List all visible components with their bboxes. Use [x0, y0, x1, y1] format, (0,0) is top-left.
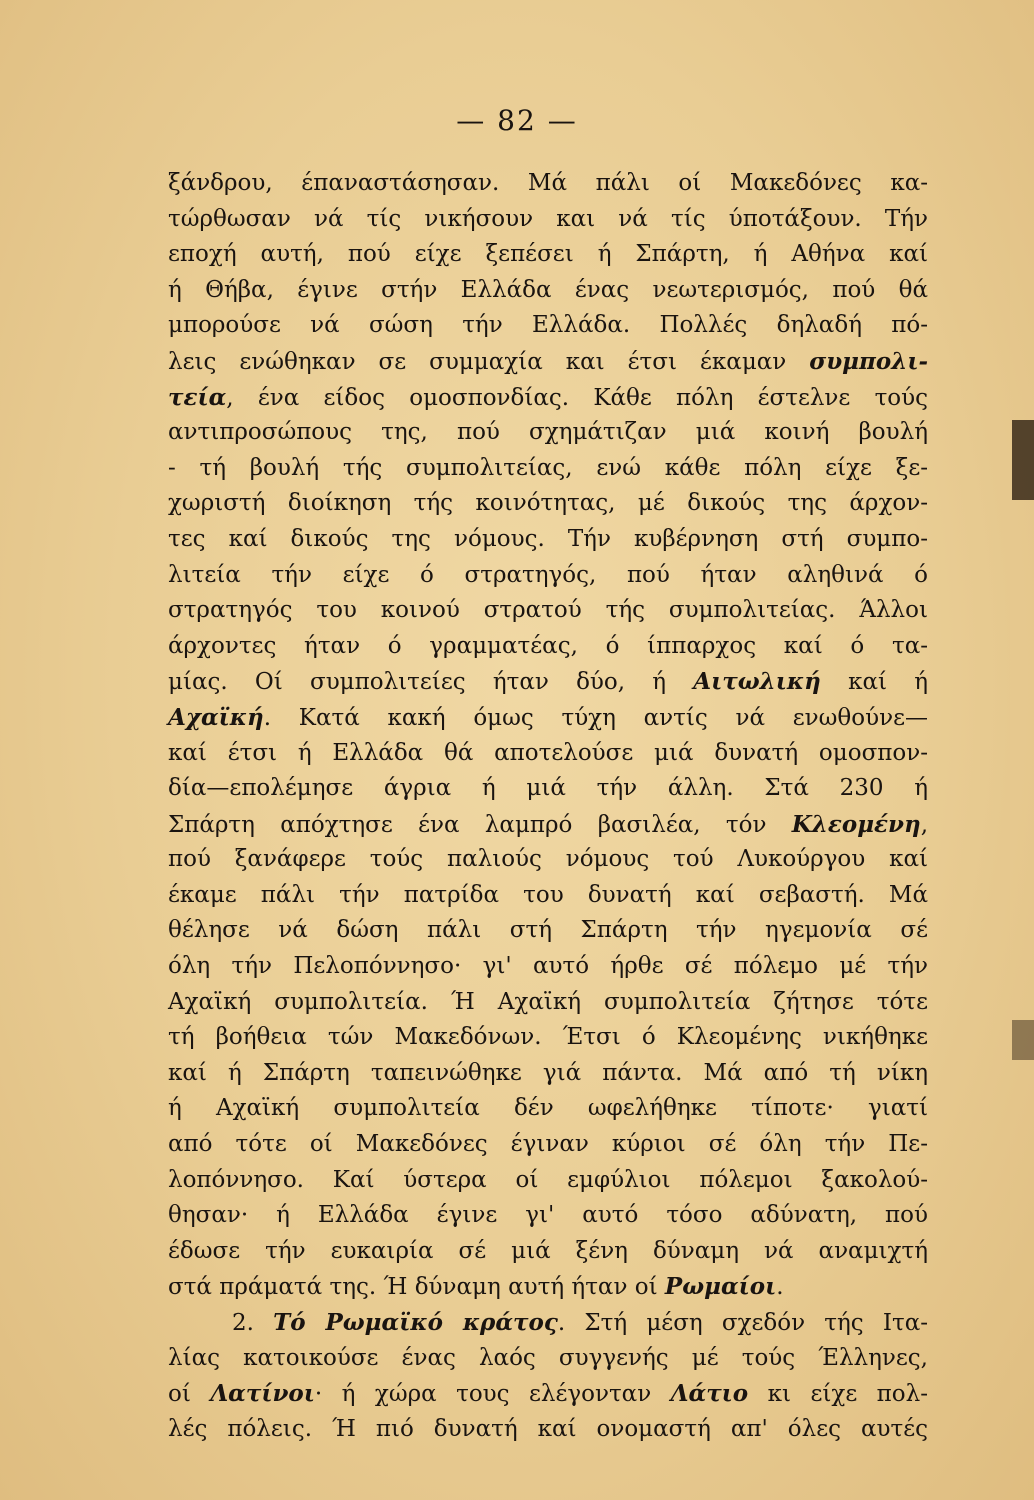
- text-run: χωριστή διοίκηση τής κοινότητας, μέ δικούς της άρχον-: [168, 490, 928, 517]
- text-line: [168, 166, 928, 202]
- text-line: [168, 807, 928, 843]
- text-run: λίας κατοικούσε ένας λαός συγγενής μέ τούς Έλληνες,: [168, 1344, 928, 1371]
- text-run: ξάνδρου, έπαναστάσησαν. Μά πάλι οί Μακεδόνες κα-: [168, 170, 928, 196]
- text-run: εποχή αυτή, πού είχε ξεπέσει ή Σπάρτη, ή Αθήνα καί: [168, 241, 928, 268]
- text-run: αντιπροσώπους της, πού σχημάτιζαν μιά κοινή βουλή: [168, 419, 928, 446]
- text-run: από τότε οί Μακεδόνες έγιναν κύριοι σέ όλη τήν Πε-: [168, 1131, 928, 1158]
- text-line: [168, 308, 928, 344]
- text-run: ,: [920, 811, 928, 838]
- emphasized-term: Τό Ρωμαϊκό κράτος: [273, 1309, 558, 1336]
- text-run: λεις ενώθηκαν σε συμμαχία και έτσι έκαμαν: [168, 348, 810, 375]
- text-line: [168, 700, 928, 736]
- text-line: [168, 771, 928, 807]
- text-run: στρατηγός του κοινού στρατού τής συμπολιτείας. Άλλοι: [168, 597, 928, 624]
- text-run: θέλησε νά δώση πάλι στή Σπάρτη τήν ηγεμονία σέ: [168, 917, 928, 944]
- text-run: οί: [168, 1381, 211, 1408]
- text-run: έκαμε πάλι τήν πατρίδα του δυνατή καί σεβαστή. Μά: [168, 881, 928, 908]
- text-run: - τή βουλή τής συμπολιτείας, ενώ κάθε πόλη είχε ξε-: [168, 454, 928, 481]
- text-run: · ή χώρα τους ελέγονταν: [314, 1381, 671, 1408]
- text-line: [168, 878, 928, 914]
- text-run: . Κατά κακή όμως τύχη αντίς νά ενωθούνε—: [263, 704, 928, 731]
- emphasized-term: τεία: [168, 383, 227, 411]
- text-line: [168, 1234, 928, 1270]
- text-line: [168, 1020, 928, 1056]
- text-line: [168, 1198, 928, 1234]
- text-run: πού ξανάφερε τούς παλιούς νόμους τού Λυκούργου καί: [168, 846, 928, 873]
- text-line: [168, 380, 928, 416]
- text-run: ή Θήβα, έγινε στήν Ελλάδα ένας νεωτερισμός, πού θά: [168, 276, 928, 303]
- emphasized-term: Κλεομένη: [791, 810, 921, 838]
- text-line: [168, 558, 928, 594]
- text-line: [168, 202, 928, 238]
- text-run: . Στή μέση σχεδόν τής Ιτα-: [557, 1310, 928, 1336]
- text-line: [168, 273, 928, 309]
- text-run: τες καί δικούς της νόμους. Τήν κυβέρνηση στή συμπο-: [168, 525, 928, 552]
- emphasized-term: Λάτιο: [670, 1380, 749, 1408]
- text-run: τώρθωσαν νά τίς νικήσουν και νά τίς ύποτάξουν. Τήν: [168, 205, 928, 232]
- emphasized-term: Ρωμαίοι: [664, 1273, 777, 1301]
- page-number: — 82 —: [456, 104, 578, 137]
- text-line: [168, 1127, 928, 1163]
- text-line: [168, 1056, 928, 1092]
- text-line: [168, 486, 928, 522]
- text-run: δία—επολέμησε άγρια ή μιά τήν άλλη. Στά 230 ή: [168, 775, 928, 802]
- text-run: , ένα είδος ομοσπονδίας. Κάθε πόλη έστελνε τούς: [226, 384, 928, 411]
- text-line: [168, 1091, 928, 1127]
- text-line: [168, 451, 928, 487]
- text-run: 2.: [232, 1310, 274, 1336]
- text-line: [168, 1163, 928, 1199]
- text-run: καί ή Σπάρτη ταπεινώθηκε γιά πάντα. Μά από τή νίκη: [168, 1059, 928, 1086]
- text-line: [168, 736, 928, 772]
- emphasized-term: Αχαϊκή: [168, 703, 264, 731]
- text-run: λοπόννησο. Καί ύστερα οί εμφύλιοι πόλεμοι ξακολού-: [168, 1166, 928, 1193]
- text-run: κι είχε πολ-: [748, 1381, 928, 1408]
- text-line: [168, 237, 928, 273]
- text-run: ή Αχαϊκή συμπολιτεία δέν ωφελήθηκε τίποτε· γιατί: [168, 1095, 928, 1122]
- text-run: Αχαϊκή συμπολιτεία. Ή Αχαϊκή συμπολιτεία ζήτησε τότε: [168, 988, 928, 1015]
- text-run: άρχοντες ήταν ό γραμματέας, ό ίππαρχος καί ό τα-: [168, 632, 928, 659]
- text-run: λιτεία τήν είχε ό στρατηγός, πού ήταν αληθινά ό: [168, 561, 928, 588]
- text-run: καί έτσι ή Ελλάδα θά αποτελούσε μιά δυνατή ομοσπον-: [168, 739, 928, 766]
- text-line: [168, 415, 928, 451]
- text-run: θησαν· ή Ελλάδα έγινε γι' αυτό τόσο αδύνατη, πού: [168, 1202, 928, 1229]
- text-run: στά πράματά της. Ή δύναμη αυτή ήταν οί: [168, 1274, 665, 1301]
- text-line: [168, 1269, 928, 1305]
- text-line: [168, 593, 928, 629]
- edge-stain: [1012, 420, 1034, 500]
- text-line: [168, 344, 928, 380]
- emphasized-term: συμπολι-: [809, 347, 928, 375]
- text-line: [168, 1341, 928, 1377]
- text-run: μίας. Οί συμπολιτείες ήταν δύο, ή: [168, 669, 694, 696]
- text-line: [168, 842, 928, 878]
- text-run: μπορούσε νά σώση τήν Ελλάδα. Πολλές δηλαδή πό-: [168, 312, 928, 339]
- edge-stain: [1012, 1020, 1034, 1060]
- text-run: καί ή: [820, 669, 929, 696]
- text-line: [168, 664, 928, 700]
- emphasized-term: Αιτωλική: [693, 668, 821, 696]
- text-line: [168, 1412, 928, 1448]
- text-run: έδωσε τήν ευκαιρία σέ μιά ξένη δύναμη νά αναμιχτή: [168, 1237, 928, 1264]
- text-line: [168, 985, 928, 1021]
- text-line: [168, 522, 928, 558]
- text-line: [168, 913, 928, 949]
- text-run: τή βοήθεια τών Μακεδόνων. Έτσι ό Κλεομένης νικήθηκε: [168, 1024, 928, 1051]
- text-line: [168, 629, 928, 665]
- text-run: όλη τήν Πελοπόννησο· γι' αυτό ήρθε σέ πόλεμο μέ τήν: [168, 953, 928, 980]
- text-run: .: [776, 1274, 784, 1301]
- text-run: Σπάρτη απόχτησε ένα λαμπρό βασιλέα, τόν: [168, 811, 792, 838]
- text-line: [168, 949, 928, 985]
- text-line: [168, 1376, 928, 1412]
- text-line: [168, 1305, 928, 1341]
- body-text: [168, 166, 928, 1447]
- emphasized-term: Λατίνοι: [210, 1380, 315, 1408]
- text-run: λές πόλεις. Ή πιό δυνατή καί ονομαστή απ' όλες αυτές: [168, 1415, 928, 1442]
